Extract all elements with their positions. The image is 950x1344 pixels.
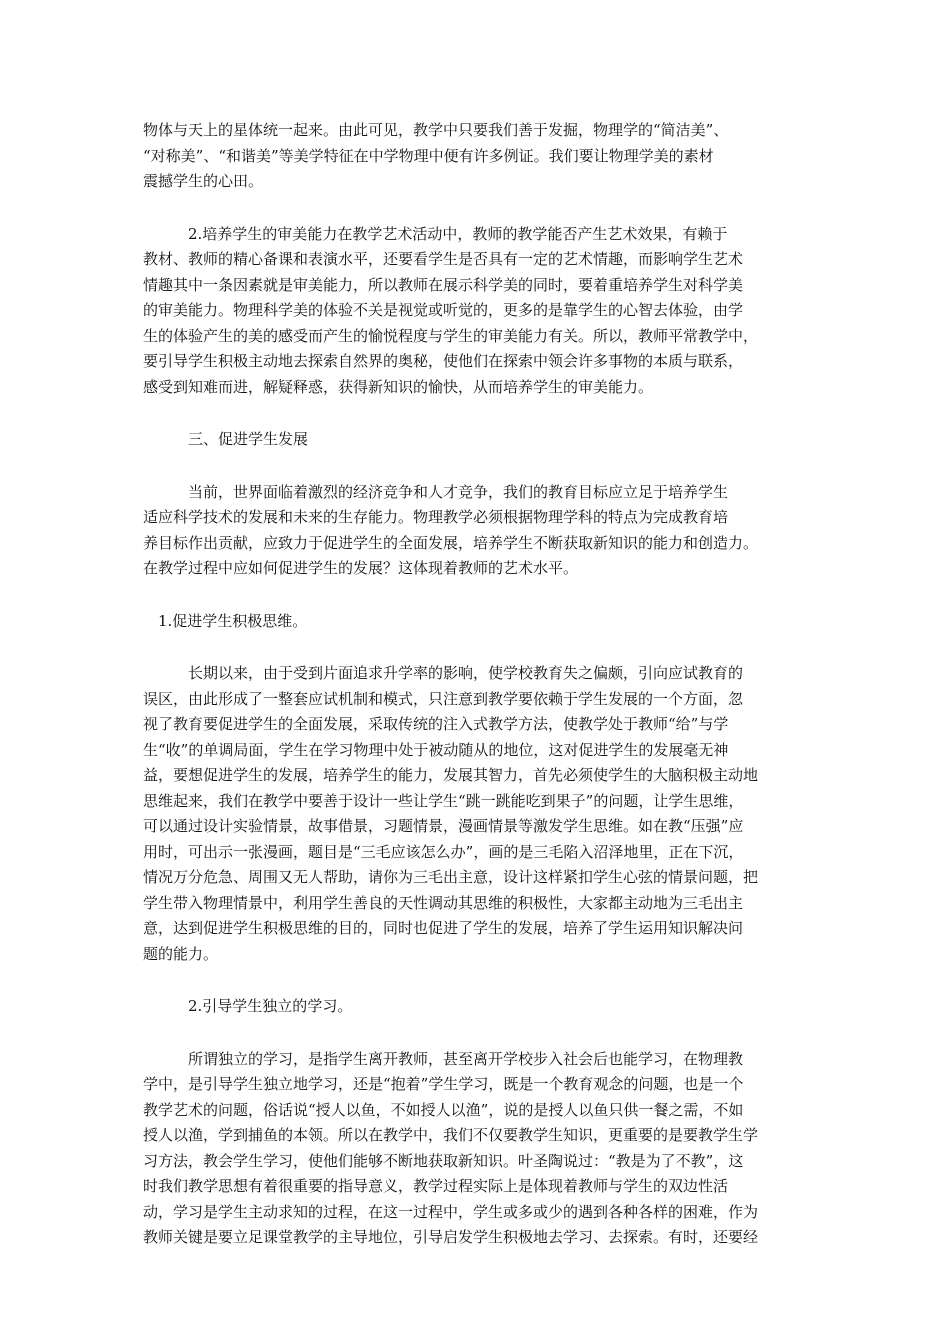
text-line: 思维起来，我们在教学中要善于设计一些让学生“跳一跳能吃到果子”的问题，让学生思维， (143, 791, 744, 810)
text-line: 的审美能力。物理科学美的体验不关是视觉或听觉的，更多的是靠学生的心智去体验，由学 (143, 301, 744, 319)
text-line: 在教学过程中应如何促进学生的发展？这体现着教师的艺术水平。 (143, 559, 579, 577)
text-line: 学中，是引导学生独立地学习，还是“抱着”学生学习，既是一个教育观念的问题，也是一个 (143, 1075, 744, 1093)
text-line: 震撼学生的心田。 (143, 172, 264, 190)
text-line: 授人以渔，学到捕鱼的本领。所以在教学中，我们不仅要教学生知识，更重要的是要教学生学 (143, 1126, 759, 1144)
text-line: 误区，由此形成了一整套应试机制和模式，只注意到教学要依赖于学生发展的一个方面，忽 (143, 689, 744, 708)
text-line: 教材、教师的精心备课和表演水平，还要看学生是否具有一定的艺术情趣，而影响学生艺术 (143, 250, 744, 268)
text-line: 适应科学技术的发展和未来的生存能力。物理教学必须根据物理学科的特点为完成教育培 (143, 508, 729, 526)
paragraph-aesthetic-ability (143, 222, 815, 401)
section-heading-student-development: 三、促进学生发展 (143, 430, 309, 448)
document-page (143, 118, 815, 1251)
text-line: 要引导学生积极主动地去探索自然界的奥秘，使他们在探索中领会许多事物的本质与联系， (143, 352, 744, 370)
paragraph-education-goals (143, 480, 815, 582)
text-line: 意，达到促进学生积极思维的目的，同时也促进了学生的发展，培养了学生运用知识解决问 (143, 919, 744, 937)
text-line: 教学艺术的问题，俗话说“授人以鱼，不如授人以渔”，说的是授人以鱼只供一餐之需，不如 (143, 1100, 744, 1119)
paragraph-physics-beauty (143, 118, 815, 195)
text-line: 习方法，教会学生学习，使他们能够不断地获取新知识。叶圣陶说过：“教是为了不教”，这 (143, 1151, 744, 1170)
text-line: 题的能力。 (143, 944, 219, 963)
text-line: 可以通过设计实验情景，故事借景，习题情景，漫画情景等激发学生思维。如在教“压强”应 (143, 817, 744, 835)
text-line: 生的体验产生的美的感受而产生的愉悦程度与学生的审美能力有关。所以，教师平常教学中， (143, 326, 759, 345)
paragraph-active-thinking (143, 661, 815, 967)
text-line: 所谓独立的学习，是指学生离开教师，甚至离开学校步入社会后也能学习，在物理教 (143, 1049, 744, 1068)
text-line: 物体与天上的星体统一起来。由此可见，教学中只要我们善于发掘，物理学的“简洁美”、 (143, 121, 729, 139)
text-line: 用时，可出示一张漫画，题目是“三毛应该怎么办”，画的是三毛陷入沼泽地里，正在下沉， (143, 842, 744, 861)
text-line: 动，学习是学生主动求知的过程，在这一过程中，学生或多或少的遇到各种各样的困难，作为 (143, 1202, 759, 1221)
text-line: 长期以来，由于受到片面追求升学率的影响，使学校教育失之偏颇，引向应试教育的 (143, 664, 744, 682)
text-line: 养目标作出贡献，应致力于促进学生的全面发展，培养学生不断获取新知识的能力和创造力。 (143, 533, 759, 552)
text-line: 情况万分危急、周围又无人帮助，请你为三毛出主意，设计这样紧扣学生心弦的情景问题，把 (143, 868, 759, 886)
subheading-active-thinking: 1.促进学生积极思维。 (143, 611, 308, 630)
subheading-independent-learning: 2.引导学生独立的学习。 (143, 997, 353, 1015)
text-line: 感受到知难而进，解疑释惑，获得新知识的愉快，从而培养学生的审美能力。 (143, 377, 654, 396)
text-line: 学生带入物理情景中，利用学生善良的天性调动其思维的积极性，大家都主动地为三毛出主 (143, 893, 744, 912)
text-line: 2.培养学生的审美能力在教学艺术活动中，教师的教学能否产生艺术效果，有赖于 (143, 224, 728, 243)
paragraph-independent-learning (143, 1047, 815, 1251)
text-line: 益，要想促进学生的发展，培养学生的能力，发展其智力，首先必须使学生的大脑积极主动地 (143, 766, 759, 784)
text-line: “对称美”、“和谐美”等美学特征在中学物理中便有许多例证。我们要让物理学美的素材 (143, 146, 714, 165)
text-line: 教师关键是要立足课堂教学的主导地位，引导启发学生积极地去学习、去探索。有时，还要经 (143, 1228, 759, 1246)
text-line: 时我们教学思想有着很重要的指导意义，教学过程实际上是体现着教师与学生的双边性活 (143, 1177, 729, 1195)
text-line: 视了教育要促进学生的全面发展，采取传统的注入式教学方法，使教学处于教师“给”与学 (143, 715, 729, 733)
text-line: 当前，世界面临着激烈的经济竞争和人才竞争，我们的教育目标应立足于培养学生 (143, 482, 729, 501)
text-line: 情趣其中一条因素就是审美能力，所以教师在展示科学美的同时，要着重培养学生对科学美 (143, 275, 744, 294)
text-line: 生“收”的单调局面，学生在学习物理中处于被动随从的地位，这对促进学生的发展毫无神 (143, 740, 729, 759)
